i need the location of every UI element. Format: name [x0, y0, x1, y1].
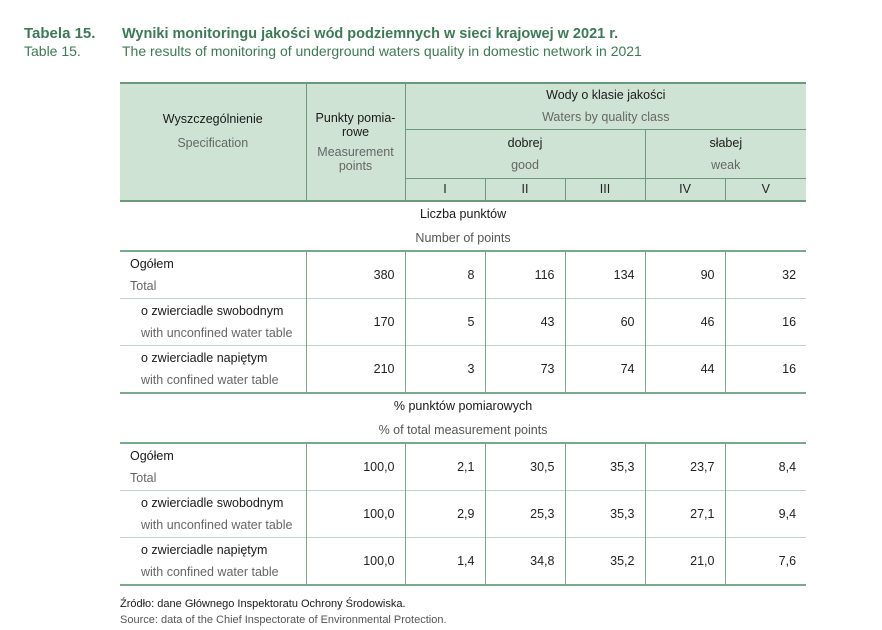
source-pl: Źródło: dane Głównego Inspektoratu Ochrony Środowiska. [120, 598, 406, 610]
table-row [120, 299, 806, 346]
cell-class-i: 2,1 [405, 443, 485, 491]
header-specification-en: Specification [177, 136, 249, 150]
cell-class-ii: 25,3 [485, 491, 565, 538]
header-good-en: good [511, 157, 539, 172]
cell-class-iv: 90 [645, 251, 725, 299]
section-counts [120, 201, 806, 393]
cell-points: 170 [306, 299, 405, 346]
header-class-iii: III [565, 178, 645, 201]
cell-class-iii: 35,3 [565, 443, 645, 491]
caption-en [24, 43, 642, 59]
cell-class-iii: 60 [565, 299, 645, 346]
caption-pl-title: Wyniki monitoringu jakości wód podziemnych w sieci krajowej w 2021 r. [122, 26, 619, 42]
header-quality-class-pl: Wody o klasie jakości [546, 88, 666, 103]
cell-class-v: 32 [725, 251, 806, 299]
row-label-pl: o zwierciadle swobodnym [141, 304, 284, 318]
header-points-pl-2: rowe [341, 125, 370, 139]
row-label-pl: o zwierciadle napiętym [141, 351, 268, 365]
row-label-pl: o zwierciadle napiętym [141, 543, 268, 557]
cell-class-iv: 21,0 [645, 538, 725, 586]
header-specification-pl: Wyszczególnienie [162, 112, 263, 126]
cell-class-i: 5 [405, 299, 485, 346]
table-source [120, 596, 447, 628]
cell-class-iv: 27,1 [645, 491, 725, 538]
header-quality-class [405, 83, 806, 129]
cell-class-iv: 44 [645, 346, 725, 394]
cell-class-iii: 35,3 [565, 491, 645, 538]
row-label [120, 346, 306, 394]
cell-class-ii: 34,8 [485, 538, 565, 586]
row-label-en: with confined water table [141, 373, 279, 387]
row-label-pl: Ogółem [130, 449, 174, 463]
table-row [120, 346, 806, 394]
row-label-en: Total [130, 471, 157, 485]
cell-points: 100,0 [306, 443, 405, 491]
row-label-en: Total [130, 279, 157, 293]
cell-class-ii: 30,5 [485, 443, 565, 491]
cell-class-i: 2,9 [405, 491, 485, 538]
table-header [120, 83, 806, 201]
section-title-en: Number of points [415, 231, 511, 245]
cell-points: 100,0 [306, 538, 405, 586]
data-table [120, 82, 806, 586]
cell-class-iii: 74 [565, 346, 645, 394]
cell-class-iv: 46 [645, 299, 725, 346]
table-caption [24, 25, 642, 59]
row-label-pl: o zwierciadle swobodnym [141, 496, 284, 510]
cell-class-iii: 134 [565, 251, 645, 299]
section-title-en: % of total measurement points [378, 423, 548, 437]
header-points-en-2: points [338, 159, 373, 173]
cell-class-ii: 43 [485, 299, 565, 346]
row-label-en: with confined water table [141, 565, 279, 579]
caption-pl [24, 25, 642, 42]
header-quality-class-en: Waters by quality class [542, 110, 670, 125]
header-good-pl: dobrej [507, 135, 543, 150]
header-weak [645, 129, 806, 178]
header-class-v: V [725, 178, 806, 201]
header-good [405, 129, 645, 178]
cell-points: 210 [306, 346, 405, 394]
cell-class-iv: 23,7 [645, 443, 725, 491]
header-class-i: I [405, 178, 485, 201]
caption-en-title: The results of monitoring of underground waters quality in domestic network in 2021 [122, 43, 642, 59]
row-label-en: with unconfined water table [141, 518, 293, 532]
table-row [120, 443, 806, 491]
header-spec-spacer [120, 178, 306, 201]
header-measurement-points [306, 83, 405, 201]
cell-class-iii: 35,2 [565, 538, 645, 586]
cell-class-i: 3 [405, 346, 485, 394]
header-points-pl-1: Punkty pomia- [315, 111, 396, 125]
table-row [120, 251, 806, 299]
cell-points: 100,0 [306, 491, 405, 538]
row-label [120, 443, 306, 491]
table-row [120, 491, 806, 538]
cell-class-i: 1,4 [405, 538, 485, 586]
section-percentages [120, 393, 806, 585]
header-class-ii: II [485, 178, 565, 201]
header-weak-pl: słabej [709, 135, 743, 150]
header-points-en-1: Measurement [317, 145, 394, 159]
section-title-pl: % punktów pomiarowych [393, 399, 533, 413]
cell-class-v: 16 [725, 346, 806, 394]
row-label-en: with unconfined water table [141, 326, 293, 340]
row-label [120, 538, 306, 586]
cell-class-v: 8,4 [725, 443, 806, 491]
row-label [120, 491, 306, 538]
cell-class-ii: 73 [485, 346, 565, 394]
caption-pl-number: Tabela 15. [24, 25, 96, 42]
cell-class-ii: 116 [485, 251, 565, 299]
row-label [120, 299, 306, 346]
row-label [120, 251, 306, 299]
row-label-pl: Ogółem [130, 257, 174, 271]
section-title-pl: Liczba punktów [419, 207, 507, 221]
cell-class-i: 8 [405, 251, 485, 299]
cell-class-v: 16 [725, 299, 806, 346]
cell-class-v: 9,4 [725, 491, 806, 538]
cell-points: 380 [306, 251, 405, 299]
header-class-iv: IV [645, 178, 725, 201]
header-specification [120, 83, 306, 178]
header-weak-en: weak [711, 157, 741, 172]
cell-class-v: 7,6 [725, 538, 806, 586]
caption-en-number: Table 15. [24, 43, 81, 59]
table-row [120, 538, 806, 586]
source-en: Source: data of the Chief Inspectorate of Environmental Protection. [120, 614, 447, 626]
